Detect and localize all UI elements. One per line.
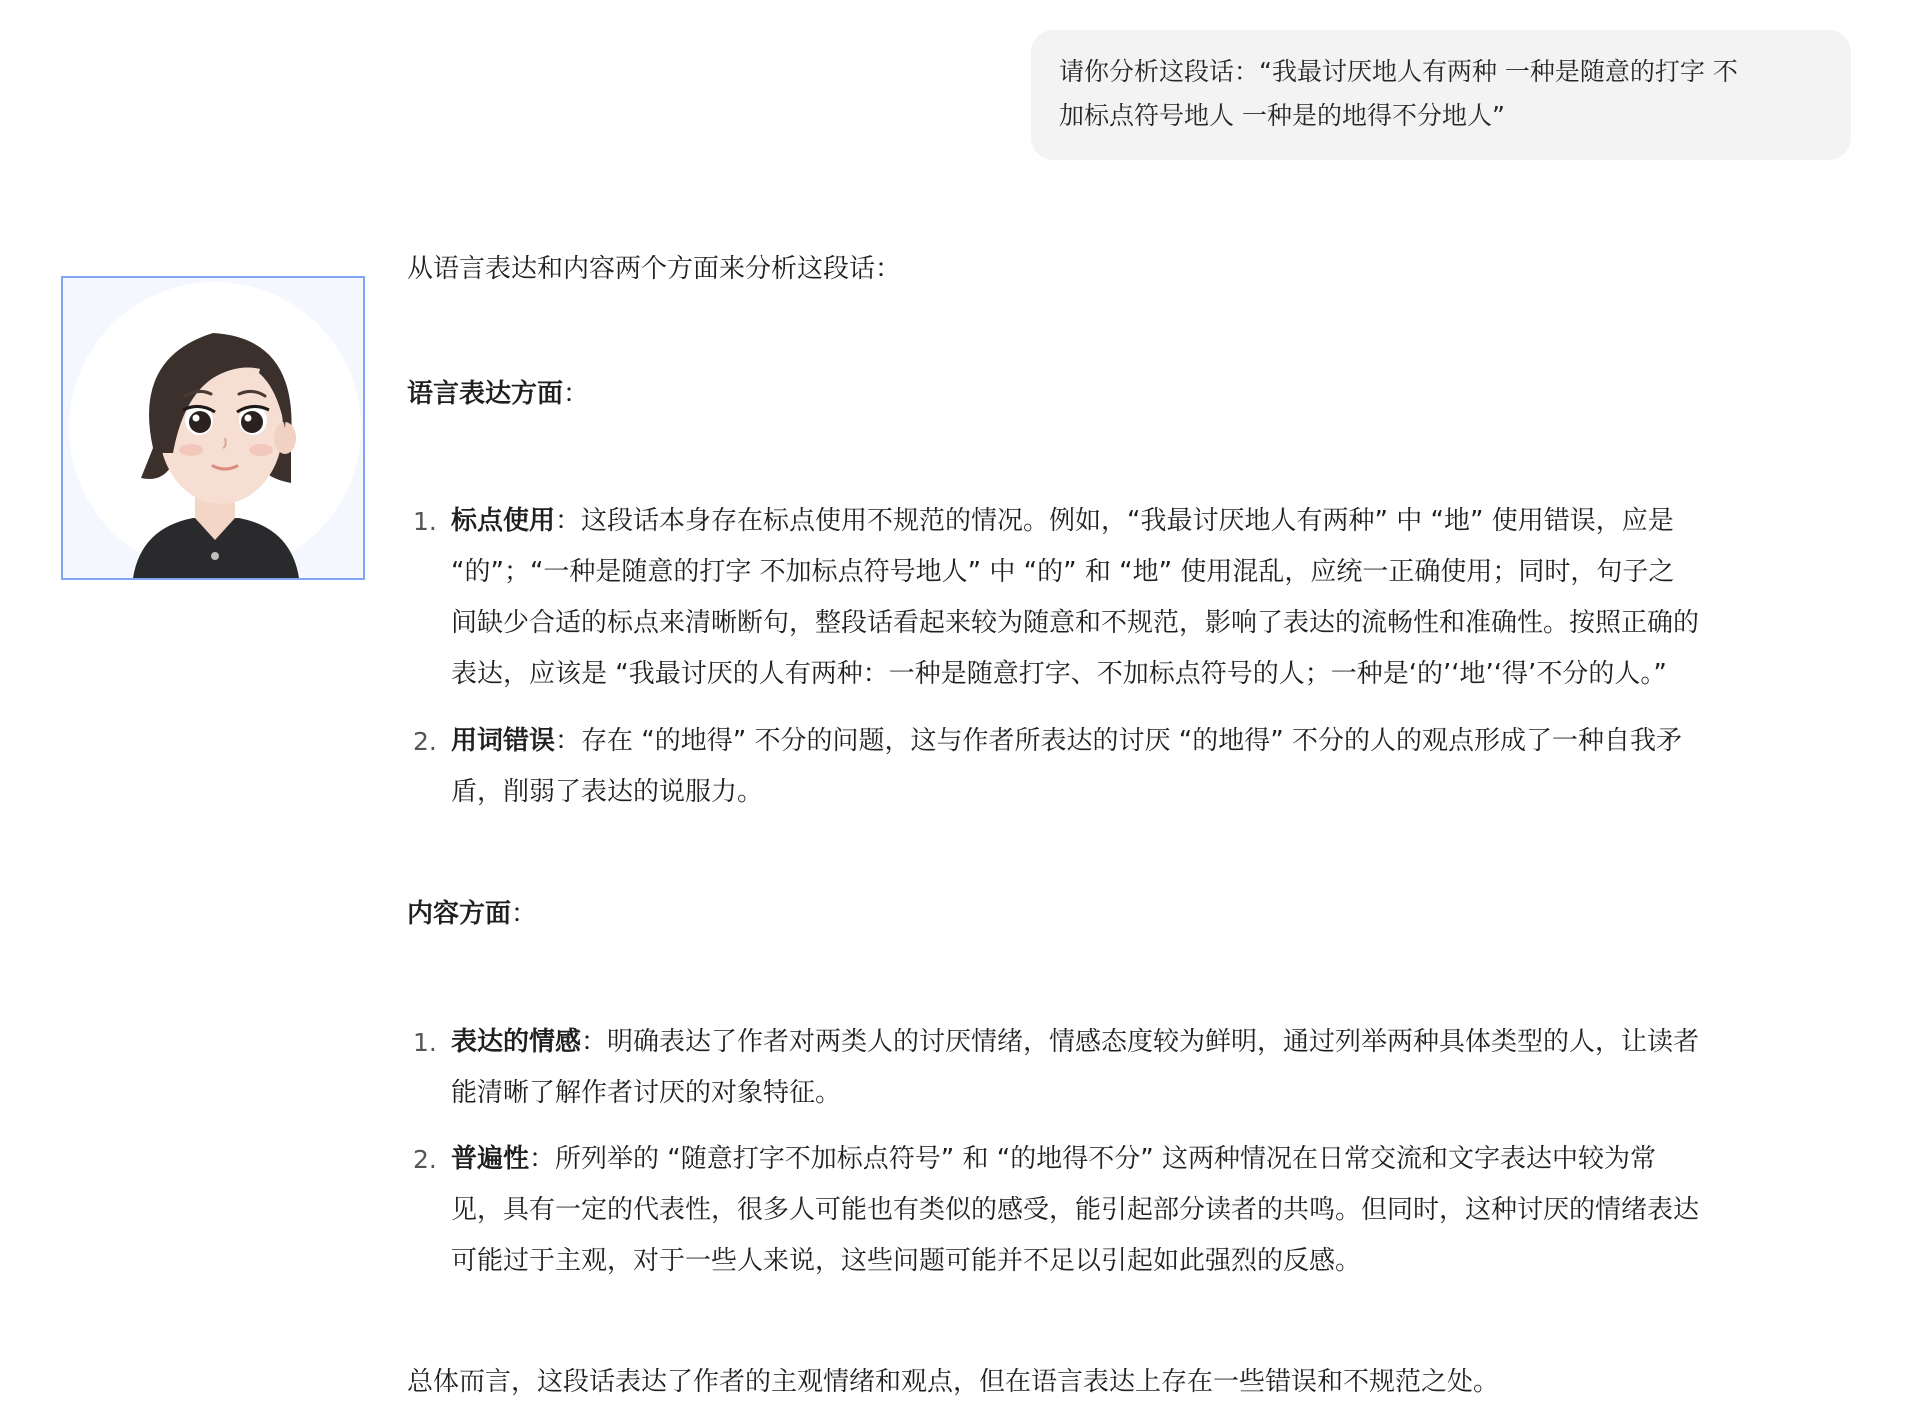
list-number: 2. <box>413 1145 437 1174</box>
list-number: 2. <box>413 727 437 756</box>
list-number: 1. <box>413 507 437 536</box>
list-item-line: 可能过于主观，对于一些人来说，这些问题可能并不足以引起如此强烈的反感。 <box>451 1246 1362 1276</box>
list-item-line: ：明确表达了作者对两类人的讨厌情绪，情感态度较为鲜明，通过列举两种具体类型的人，让读者 <box>581 1027 1700 1057</box>
list-item-line: 表达，应该是 “我最讨厌的人有两种：一种是随意打字、不加标点符号的人；一种是‘的’‘地’‘得’不分的人。” <box>451 659 1667 689</box>
section-heading-content <box>407 889 537 939</box>
assistant-avatar[interactable] <box>61 276 365 580</box>
list-item-line: 间缺少合适的标点来清晰断句，整段话看起来较为随意和不规范，影响了表达的流畅性和准确性。按照正确的 <box>451 608 1700 638</box>
list-item-line: “的”；“一种是随意的打字 不加标点符号地人” 中 “的” 和 “地” 使用混乱，应统一正确使用；同时，句子之 <box>451 557 1675 587</box>
user-message-line: 加标点符号地人 一种是的地得不分地人” <box>1059 101 1505 130</box>
list-item-line: ：这段话本身存在标点使用不规范的情况。例如，“我最讨厌地人有两种” 中 “地” 使用错误，应是 <box>555 506 1674 536</box>
list-item-term: 普遍性 <box>451 1144 530 1174</box>
cartoon-girl-avatar-icon <box>63 278 363 578</box>
section-heading-text: 语言表达方面 <box>407 379 564 409</box>
list-item-line: ：所列举的 “随意打字不加标点符号” 和 “的地得不分” 这两种情况在日常交流和文字表达中较为常 <box>529 1144 1656 1174</box>
user-message-line: 请你分析这段话：“我最讨厌地人有两种 一种是随意的打字 不 <box>1059 57 1738 86</box>
user-message-bubble <box>1031 30 1851 160</box>
section-heading-text: 内容方面 <box>407 899 512 929</box>
list-item-line: 见，具有一定的代表性，很多人可能也有类似的感受，能引起部分读者的共鸣。但同时，这种讨厌的情绪表达 <box>451 1195 1700 1225</box>
section-heading-colon: ： <box>563 379 590 409</box>
reply-conclusion: 总体而言，这段话表达了作者的主观情绪和观点，但在语言表达上存在一些错误和不规范之处。 <box>407 1367 1500 1397</box>
section-heading-colon: ： <box>511 899 538 929</box>
list-item-term: 用词错误 <box>451 726 556 756</box>
list-item-line: 盾，削弱了表达的说服力。 <box>451 777 764 807</box>
section-heading-language <box>407 369 589 419</box>
list-item-line: ：存在 “的地得” 不分的问题，这与作者所表达的讨厌 “的地得” 不分的人的观点形成了一种自我矛 <box>555 726 1682 756</box>
list-item-term: 表达的情感 <box>451 1027 582 1057</box>
reply-intro: 从语言表达和内容两个方面来分析这段话： <box>407 254 902 284</box>
list-number: 1. <box>413 1028 437 1057</box>
list-item-line: 能清晰了解作者讨厌的对象特征。 <box>451 1078 842 1108</box>
list-item-term: 标点使用 <box>451 506 556 536</box>
